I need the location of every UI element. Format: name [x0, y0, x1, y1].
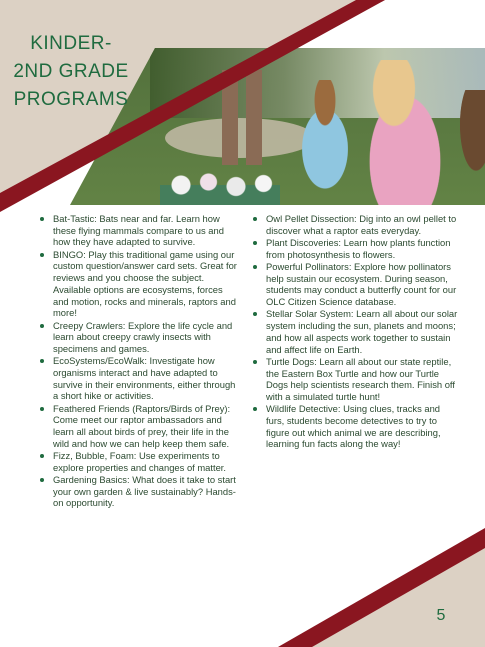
- list-item: BINGO: Play this traditional game using our custom question/answer card sets. Great for reviews and you choose the subject. Available options are ecosystems, forces and motion, rocks and minerals, raptors and more!: [40, 249, 238, 319]
- page-number: 5: [436, 607, 446, 624]
- list-item: Gardening Basics: What does it take to start your own garden & live sustainably? Hands-on opportunity.: [40, 474, 238, 509]
- list-item: Powerful Pollinators: Explore how pollinators help sustain our ecosystem. During season, students may conduct a butterfly count for our OLC Citizen Science database.: [253, 261, 458, 308]
- list-item: EcoSystems/EcoWalk: Investigate how organisms interact and have adapted to survive in their environments, either through a short hike or activities.: [40, 355, 238, 402]
- list-item: Plant Discoveries: Learn how plants function from photosynthesis to flowers.: [253, 237, 458, 260]
- list-item: Creepy Crawlers: Explore the life cycle and learn about creepy crawly insects with specimens and games.: [40, 320, 238, 355]
- list-item: Wildlife Detective: Using clues, tracks and furs, students become detectives to try to figure out which animal we are describing, learning fun facts along the way!: [253, 403, 458, 450]
- title-line: KINDER- 2ND GRADE PROGRAMS: [13, 33, 129, 110]
- program-list-right: [253, 213, 458, 451]
- list-item: Bat-Tastic: Bats near and far. Learn how these flying mammals compare to us and how they have adapted to survive.: [40, 213, 238, 248]
- list-item: Owl Pellet Dissection: Dig into an owl pellet to discover what a raptor eats everyday.: [253, 213, 458, 236]
- list-item: Stellar Solar System: Learn all about our solar system including the sun, planets and moons; and how all aspects work together to sustain and affect life on Earth.: [253, 308, 458, 355]
- program-list-left: [40, 213, 238, 510]
- list-item: Turtle Dogs: Learn all about our state reptile, the Eastern Box Turtle and how our Turtle Dogs help scientists research them. Finish off with a simulated turtle hunt!: [253, 356, 458, 403]
- list-item: Fizz, Bubble, Foam: Use experiments to explore properties and changes of matter.: [40, 450, 238, 473]
- list-item: Feathered Friends (Raptors/Birds of Prey): Come meet our raptor ambassadors and learn all about birds of prey, their life in the wild and how we can help keep them safe.: [40, 403, 238, 450]
- page-title: [6, 30, 136, 114]
